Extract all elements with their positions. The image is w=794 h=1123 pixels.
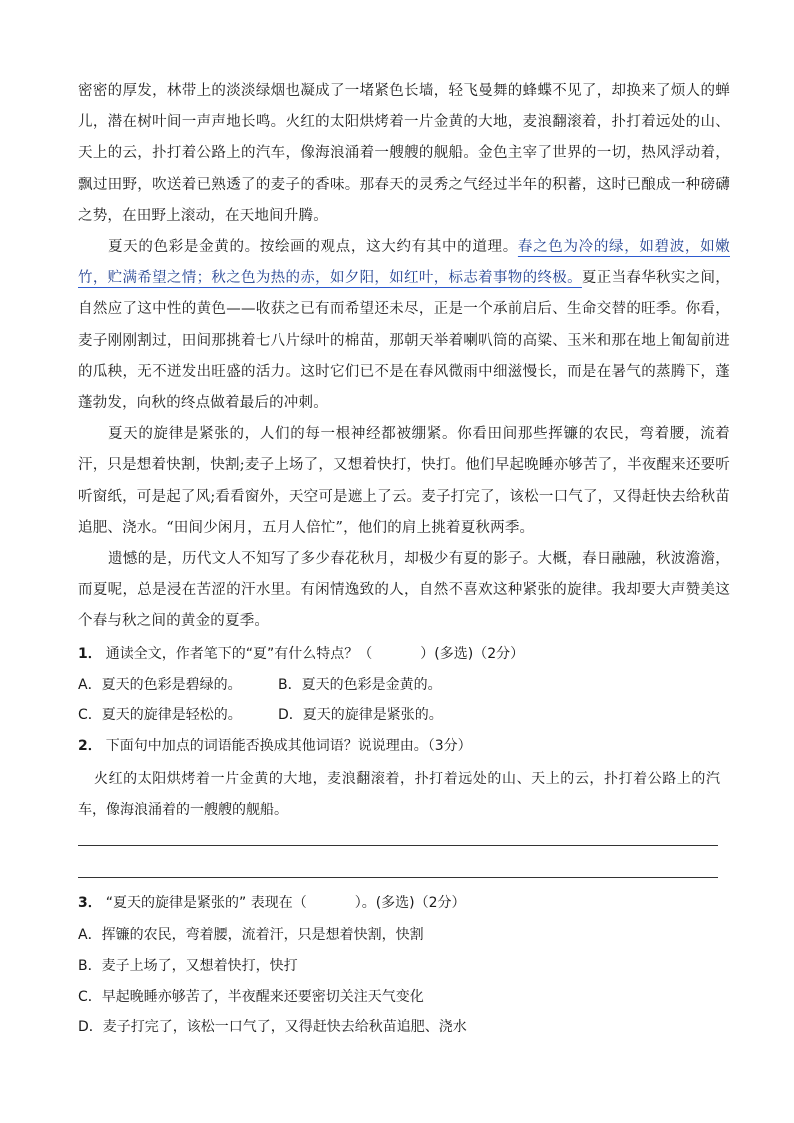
question-2-text: 下面句中加点的词语能否换成其他词语？说说理由。（3分） — [105, 738, 472, 754]
answer-line-1[interactable] — [78, 845, 718, 846]
question-1-option-a[interactable]: A．夏天的色彩是碧绿的。 — [78, 677, 242, 693]
question-3-option-d-text: D．麦子打完了，该松一口气了，又得赶快去给秋苗追肥、浇水 — [78, 1019, 467, 1035]
question-3-option-b-text: B．麦子上场了，又想着快打，快打 — [78, 958, 298, 974]
question-3-text-a: “夏天的旋律是紧张的” 表现在（ — [105, 895, 307, 911]
question-3-option-a-text: A．挥镰的农民，弯着腰，流着汗，只是想着快割，快割 — [78, 927, 424, 943]
underlined-sentence: 春之色为冷的绿，如碧波，如嫩竹，贮满希望之情；秋之色为热的赤，如夕阳，如红叶，标志着事物的终极。 — [78, 239, 730, 287]
question-2 — [78, 732, 472, 760]
question-1-option-d[interactable]: D．夏天的旋律是紧张的。 — [278, 707, 443, 723]
question-1 — [78, 640, 524, 668]
passage-paragraph-1: 密密的厚发，林带上的淡淡绿烟也凝成了一堵紧色长墙，轻飞曼舞的蜂蝶不见了，却换来了烦人的蝉儿，潜在树叶间一声声地长鸣。火红的太阳烘烤着一片金黄的大地，麦浪翻滚着，扑打着远处的山、天上的云，扑打着公路上的汽车，像海浪涌着一艘艘的舰船。金色主宰了世界的一切，热风浮动着，飘过田野，吹送着已熟透了的麦子的香味。那春天的灵秀之气经过半年的积蓄，这时已酿成一种磅礴之势，在田野上滚动，在天地间升腾。 — [78, 83, 730, 224]
paragraph-2-lead: 夏天的色彩是金黄的。按绘画的观点，这大约有其中的道理。 — [108, 239, 518, 256]
question-3-text-b: ）。(多选)（2分） — [354, 895, 466, 911]
question-3-option-b[interactable] — [78, 952, 298, 980]
question-2-quoted-sentence: 火红的太阳烘烤着一片金黄的大地，麦浪翻滚着，扑打着远处的山、天上的云，扑打着公路上的汽车，像海浪涌着的一艘艘的舰船。 — [78, 771, 720, 818]
question-3-option-c-text: C．早起晚睡亦够苦了，半夜醒来还要密切关注天气变化 — [78, 989, 424, 1005]
question-1-option-b[interactable]: B．夏天的色彩是金黄的。 — [278, 677, 442, 693]
passage-paragraph-4: 遗憾的是，历代文人不知写了多少春花秋月，却极少有夏的影子。大概，春日融融，秋波澹澹，而夏呢，总是浸在苦涩的汗水里。有闲情逸致的人，自然不喜欢这种紧张的旋律。我却要大声赞美这个春与秋之间的黄金的夏季。 — [78, 551, 730, 630]
question-1-number: 1． — [78, 646, 102, 662]
passage-paragraph-2 — [78, 232, 730, 419]
question-3-number: 3． — [78, 895, 102, 911]
paragraph-2-rest: 夏正当春华秋实之间，自然应了这中性的黄色——收获之已有而希望还未尽，正是一个承前启后、生命交替的旺季。你看，麦子刚刚割过，田间那挑着七八片绿叶的棉苗，那朝天举着喇叭筒的高粱、玉米和那在地上匍匐前进的瓜秧，无不迸发出旺盛的活力。这时它们已不是在春风微雨中细滋慢长，而是在暑气的蒸腾下，蓬蓬勃发，向秋的终点做着最后的冲刺。 — [78, 270, 731, 412]
passage-paragraph-3: 夏天的旋律是紧张的，人们的每一根神经都被绷紧。你看田间那些挥镰的农民，弯着腰，流着汗，只是想着快割，快割;麦子上场了，又想着快打，快打。他们早起晚睡亦够苦了，半夜醒来还要听听窗纸，可是起了风;看看窗外，天空可是遮上了云。麦子打完了，该松一口气了，又得赶快去给秋苗追肥、浇水。“田间少闲月，五月人倍忙”，他们的肩上挑着夏秋两季。 — [78, 426, 730, 536]
question-3-option-c[interactable] — [78, 983, 424, 1011]
question-2-number: 2． — [78, 738, 102, 754]
question-1-text-b: ）(多选)（2分） — [420, 646, 525, 662]
question-3-option-d[interactable] — [78, 1013, 467, 1041]
question-1-option-c[interactable]: C．夏天的旋律是轻松的。 — [78, 707, 242, 723]
question-3-option-a[interactable] — [78, 921, 424, 949]
answer-line-2[interactable] — [78, 877, 718, 878]
question-3 — [78, 889, 466, 917]
reading-passage — [78, 76, 730, 638]
question-1-text-a: 通读全文，作者笔下的“夏”有什么特点？（ — [105, 646, 373, 662]
